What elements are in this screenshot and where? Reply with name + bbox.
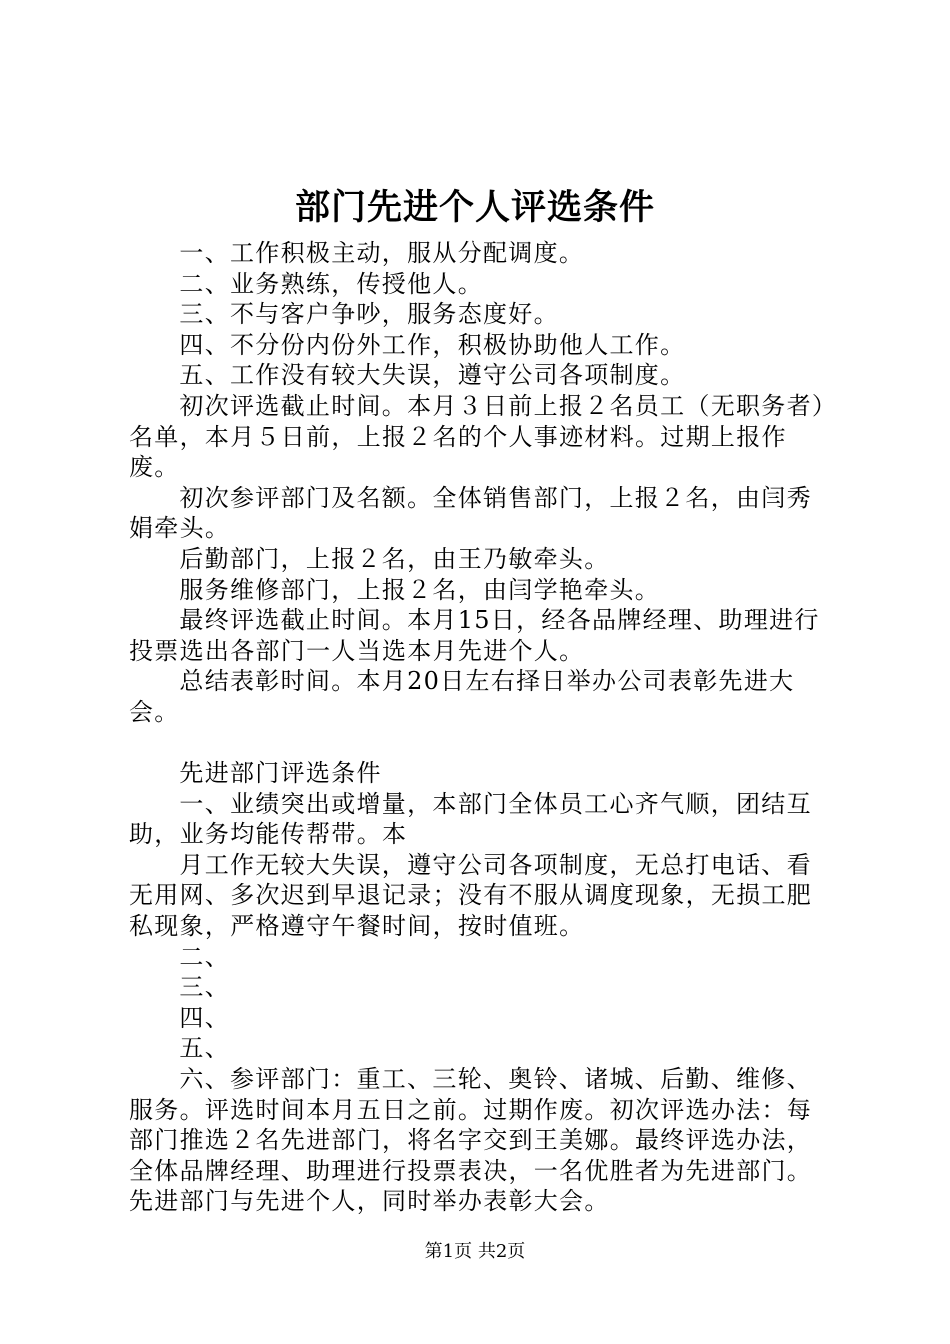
paragraph: 一、业绩突出或增量，本部门全体员工心齐气顺，团结互助，业务均能传帮带。本 <box>129 789 812 849</box>
blank-line <box>129 728 837 759</box>
paragraph: 二、 <box>179 942 230 971</box>
page-footer: 第1页 共2页 <box>424 1241 526 1262</box>
paragraph: 二、业务熟练，传授他人。 <box>179 269 483 298</box>
paragraph: 最终评选截止时间。本月15日，经各品牌经理、助理进行投票选出各部门一人当选本月先进个人。 <box>129 606 820 665</box>
paragraph: 四、不分份内份外工作，积极协助他人工作。 <box>179 330 686 359</box>
paragraph: 四、 <box>179 1003 230 1032</box>
section-heading: 先进部门评选条件 <box>179 759 382 788</box>
paragraph: 三、 <box>179 973 230 1002</box>
paragraph: 总结表彰时间。本月20日左右择日举办公司表彰先进大会。 <box>129 667 795 726</box>
paragraph: 五、工作没有较大失误，遵守公司各项制度。 <box>179 361 686 390</box>
document-body <box>129 238 837 1217</box>
document-title: 部门先进个人评选条件 <box>294 187 655 228</box>
paragraph: 月工作无较大失误，遵守公司各项制度，无总打电话、看无用网、多次迟到早退记录；没有不服从调度现象，无损工肥私现象，严格遵守午餐时间，按时值班。 <box>129 850 813 941</box>
paragraph: 一、工作积极主动，服从分配调度。 <box>179 239 585 267</box>
paragraph: 五、 <box>179 1034 230 1063</box>
paragraph: 初次参评部门及名额。全体销售部门，上报２名，由闫秀娟牵头。 <box>129 483 812 543</box>
paragraph: 服务维修部门，上报２名，由闫学艳牵头。 <box>179 575 661 604</box>
paragraph: 初次评选截止时间。本月３日前上报２名员工（无职务者）名单，本月５日前，上报２名的个人事迹材料。过期上报作废。 <box>129 391 826 482</box>
paragraph: 后勤部门，上报２名，由王乃敏牵头。 <box>179 544 610 573</box>
paragraph: 六、参评部门：重工、三轮、奥铃、诸城、后勤、维修、服务。评选时间本月五日之前。过期作废。初次评选办法：每部门推选２名先进部门，将名字交到王美娜。最终评选办法，全体品牌经理、助理进行投票表决，一名优胜者为先进部门。先进部门与先进个人，同时举办表彰大会。 <box>129 1065 813 1216</box>
paragraph: 三、不与客户争吵，服务态度好。 <box>179 300 559 329</box>
